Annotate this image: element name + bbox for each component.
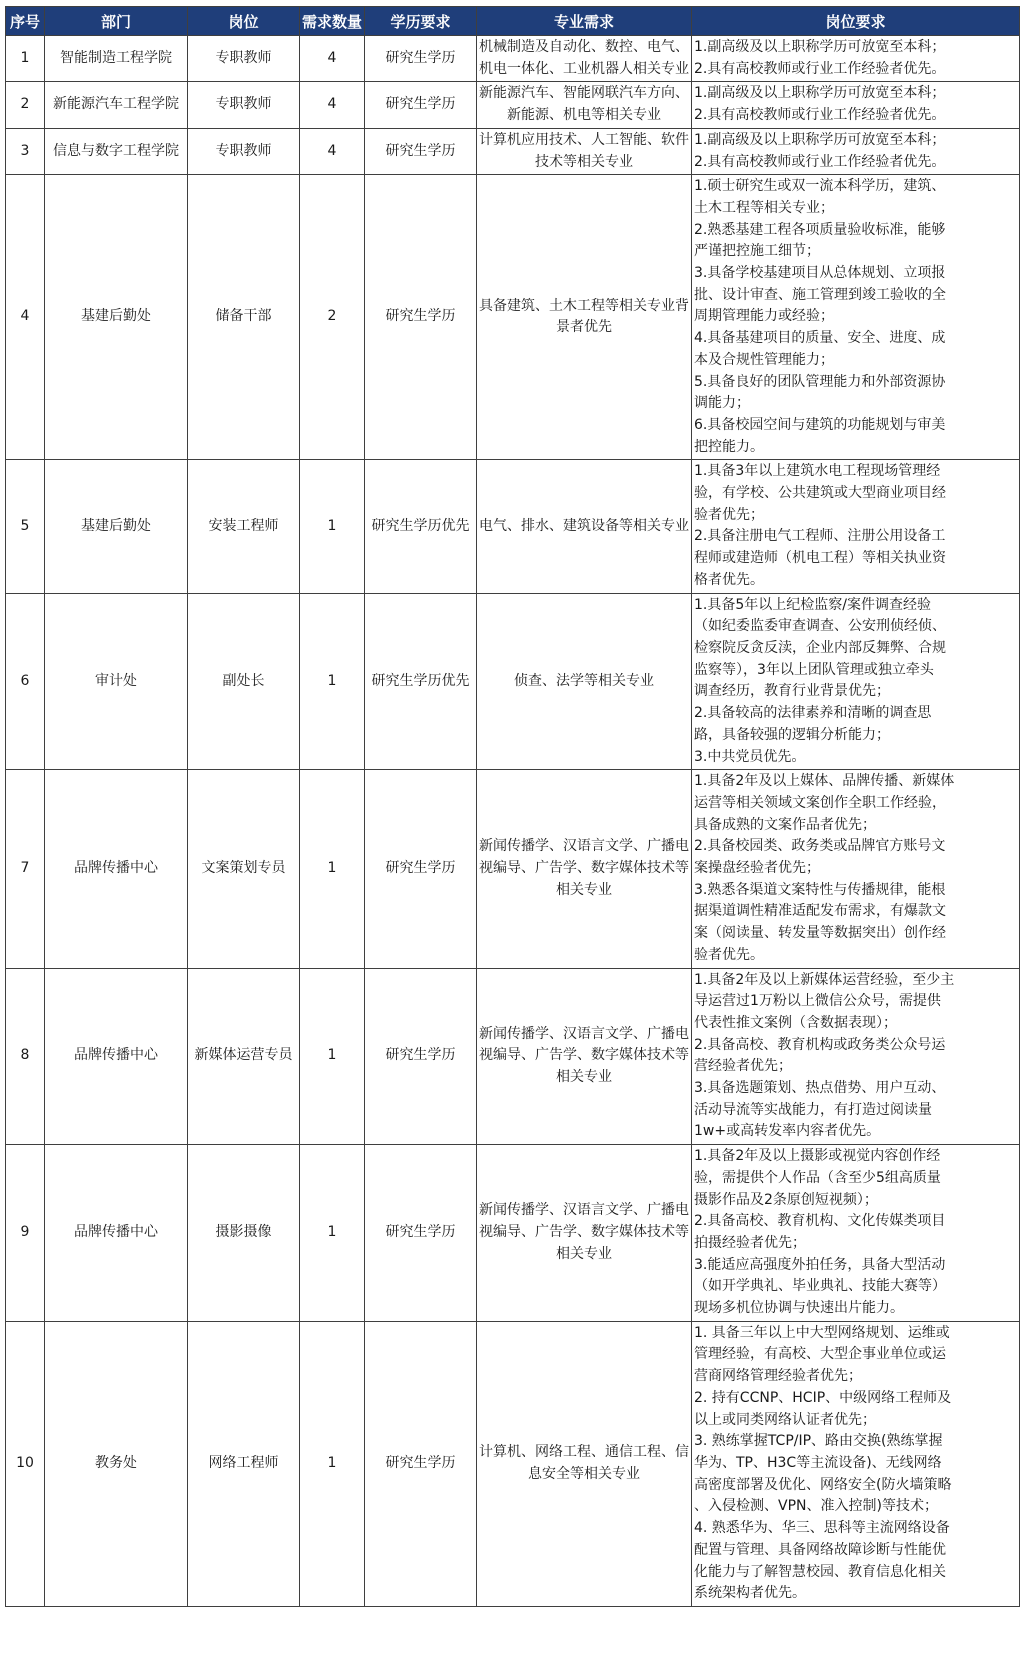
req-line: 1.具备5年以上纪检监察/案件调查经验 [694,596,931,613]
req-line: 调查经历，教育行业背景优先； [694,683,890,700]
req-line: 本及合规性管理能力； [694,351,834,368]
req-line: 化能力与了解智慧校园、教育信息化相关 [694,1563,946,1580]
req-line: 活动导流等实战能力，有打造过阅读量 [694,1101,932,1118]
col-header-count: 需求数量 [300,7,365,36]
cell-spec [477,175,692,460]
req-line: 高密度部署及优化、网络安全(防火墙策略 [694,1476,952,1493]
spec-line: 侦查、法学等相关专业 [514,672,654,689]
req-line: 代表性推文案例（含数据表现）； [694,1014,897,1031]
req-line: 4.具备基建项目的质量、安全、进度、成 [694,330,946,347]
cell-dept: 基建后勤处 [45,175,188,460]
req-line: 现场多机位协调与快速出片能力。 [694,1300,904,1317]
req-line: 把控能力。 [694,438,764,455]
req-line: 格者优先。 [694,571,764,588]
cell-count: 1 [300,968,365,1145]
table-header-row [6,7,1020,36]
req-line: 2. 持有CCNP、HCIP、中级网络工程师及 [694,1389,952,1406]
cell-req [692,968,1020,1145]
req-line: 3. 熟练掌握TCP/IP、路由交换(熟练掌握 [694,1433,943,1450]
req-line: 营经验者优先； [694,1058,792,1075]
req-line: 案操盘经验者优先； [694,860,820,877]
cell-no: 3 [6,128,45,174]
req-line: 3.具备选题策划、热点借势、用户互动、 [694,1080,946,1097]
cell-post: 摄影摄像 [188,1145,300,1322]
cell-post: 网络工程师 [188,1321,300,1606]
col-header-edu: 学历要求 [365,7,477,36]
spec-line: 新能源汽车、智能网联汽车方向、 [479,85,689,102]
cell-req [692,1321,1020,1606]
req-line: 3.中共党员优先。 [694,748,806,765]
req-line: 管理经验，有高校、大型企事业单位或运 [694,1346,946,1363]
cell-edu: 研究生学历优先 [365,593,477,770]
cell-count: 4 [300,128,365,174]
col-header-dept: 部门 [45,7,188,36]
req-line: 以上或同类网络认证者优先； [694,1411,876,1428]
cell-post: 安装工程师 [188,460,300,593]
cell-edu: 研究生学历 [365,1321,477,1606]
cell-req [692,128,1020,174]
spec-line: 电气、排水、建筑设备等相关专业 [479,517,689,534]
table-row [6,1145,1020,1322]
req-line: 导运营过1万粉以上微信公众号，需提供 [694,993,941,1010]
table-row [6,128,1020,174]
req-line: 5.具备良好的团队管理能力和外部资源协 [694,373,946,390]
recruitment-table [5,6,1020,1607]
cell-no: 10 [6,1321,45,1606]
req-line: 调能力； [694,395,750,412]
cell-count: 4 [300,82,365,128]
cell-req [692,82,1020,128]
cell-dept: 基建后勤处 [45,460,188,593]
req-line: （如纪委监委审查调查、公安刑侦经侦、 [694,618,946,635]
spec-line: 景者优先 [556,319,612,336]
table-row [6,36,1020,82]
cell-dept: 智能制造工程学院 [45,36,188,82]
req-line: 严谨把控施工细节； [694,243,820,260]
cell-post: 专职教师 [188,36,300,82]
cell-count: 4 [300,36,365,82]
req-line: 案（阅读量、转发量等数据突出）创作经 [694,925,946,942]
req-line: 3.熟悉各渠道文案特性与传播规律，能根 [694,881,946,898]
col-header-no: 序号 [6,7,45,36]
req-line: 验，有学校、公共建筑或大型商业项目经 [694,485,946,502]
req-line: 2.具备较高的法律素养和清晰的调查思 [694,705,932,722]
req-line: 2.具备注册电气工程师、注册公用设备工 [694,528,946,545]
req-line: 摄影作品及2条原创短视频）； [694,1191,878,1208]
cell-spec [477,1145,692,1322]
req-line: 路，具备较强的逻辑分析能力； [694,726,890,743]
cell-post: 专职教师 [188,128,300,174]
cell-edu: 研究生学历优先 [365,460,477,593]
req-line: 2.具备校园类、政务类或品牌官方账号文 [694,838,946,855]
req-line: 1.具备2年及以上媒体、品牌传播、新媒体 [694,773,955,790]
req-line: 2.熟悉基建工程各项质量验收标准，能够 [694,221,946,238]
cell-no: 4 [6,175,45,460]
req-line: 1.副高级及以上职称学历可放宽至本科； [694,85,946,102]
req-line: 据渠道调性精准适配发布需求，有爆款文 [694,903,946,920]
req-line: 2.具有高校教师或行业工作经验者优先。 [694,60,946,77]
cell-spec [477,593,692,770]
req-line: 1.具备2年及以上新媒体运营经验，至少主 [694,971,955,988]
cell-req [692,770,1020,968]
req-line: 1.具备2年及以上摄影或视觉内容创作经 [694,1148,941,1165]
req-line: 检察院反贪反渎，企业内部反舞弊、合规 [694,639,946,656]
req-line: 验，需提供个人作品（含至少5组高质量 [694,1169,941,1186]
spec-line: 技术等相关专业 [535,153,633,170]
table-row [6,460,1020,593]
cell-spec [477,36,692,82]
cell-count: 1 [300,593,365,770]
req-line: 1.具备3年以上建筑水电工程现场管理经 [694,463,941,480]
table-row [6,175,1020,460]
cell-req [692,1145,1020,1322]
req-line: 监察等），3年以上团队管理或独立牵头 [694,661,934,678]
req-line: 2.具有高校教师或行业工作经验者优先。 [694,153,946,170]
req-line: 6.具备校园空间与建筑的功能规划与审美 [694,416,946,433]
cell-count: 1 [300,1321,365,1606]
req-line: 周期管理能力或经验； [694,308,834,325]
req-line: 华为、TP、H3C等主流设备)、无线网络 [694,1455,942,1471]
cell-dept: 教务处 [45,1321,188,1606]
req-line: 、入侵检测、VPN、准入控制)等技术； [694,1498,938,1515]
spec-line: 相关专业 [556,1069,612,1086]
col-header-req: 岗位要求 [692,7,1020,36]
spec-line: 视编导、广告学、数字媒体技术等 [479,1047,689,1064]
req-line: （如开学典礼、毕业典礼、技能大赛等） [694,1278,946,1295]
cell-dept: 品牌传播中心 [45,770,188,968]
spec-line: 视编导、广告学、数字媒体技术等 [479,860,689,877]
req-line: 验者优先。 [694,946,764,963]
spec-line: 计算机应用技术、人工智能、软件 [479,131,689,148]
cell-req [692,175,1020,460]
spec-line: 新能源、机电等相关专业 [507,107,661,124]
table-row [6,82,1020,128]
spec-line: 相关专业 [556,1245,612,1262]
req-line: 1. 具备三年以上中大型网络规划、运维或 [694,1324,950,1341]
cell-spec [477,460,692,593]
cell-edu: 研究生学历 [365,128,477,174]
cell-edu: 研究生学历 [365,82,477,128]
table-row [6,968,1020,1145]
req-line: 验者优先； [694,506,764,523]
cell-spec [477,128,692,174]
col-header-post: 岗位 [188,7,300,36]
cell-edu: 研究生学历 [365,36,477,82]
spec-line: 新闻传播学、汉语言文学、广播电 [479,1025,689,1042]
req-line: 2.具备高校、教育机构、文化传媒类项目 [694,1213,946,1230]
cell-post: 专职教师 [188,82,300,128]
req-line: 配置与管理、具备网络故障诊断与性能优 [694,1541,946,1558]
col-header-spec: 专业需求 [477,7,692,36]
cell-dept: 品牌传播中心 [45,968,188,1145]
cell-spec [477,82,692,128]
cell-spec [477,1321,692,1606]
req-line: 1w+或高转发率内容者优先。 [694,1123,881,1140]
cell-post: 文案策划专员 [188,770,300,968]
cell-dept: 新能源汽车工程学院 [45,82,188,128]
cell-spec [477,770,692,968]
cell-post: 副处长 [188,593,300,770]
cell-edu: 研究生学历 [365,1145,477,1322]
cell-no: 1 [6,36,45,82]
req-line: 批、设计审查、施工管理到竣工验收的全 [694,286,946,303]
req-line: 程师或建造师（机电工程）等相关执业资 [694,550,946,567]
spec-line: 息安全等相关专业 [528,1465,640,1482]
cell-edu: 研究生学历 [365,175,477,460]
cell-count: 1 [300,1145,365,1322]
table-row [6,770,1020,968]
cell-count: 1 [300,770,365,968]
cell-post: 新媒体运营专员 [188,968,300,1145]
cell-edu: 研究生学历 [365,770,477,968]
cell-no: 2 [6,82,45,128]
cell-no: 8 [6,968,45,1145]
cell-no: 7 [6,770,45,968]
req-line: 3.能适应高强度外拍任务，具备大型活动 [694,1256,946,1273]
spec-line: 机电一体化、工业机器人相关专业 [479,60,689,77]
spec-line: 新闻传播学、汉语言文学、广播电 [479,838,689,855]
req-line: 系统架构者优先。 [694,1585,806,1602]
spec-line: 计算机、网络工程、通信工程、信 [479,1444,689,1461]
cell-req [692,36,1020,82]
cell-count: 2 [300,175,365,460]
spec-line: 视编导、广告学、数字媒体技术等 [479,1224,689,1241]
req-line: 2.具备高校、教育机构或政务类公众号运 [694,1036,946,1053]
req-line: 1.副高级及以上职称学历可放宽至本科； [694,131,946,148]
req-line: 3.具备学校基建项目从总体规划、立项报 [694,265,946,282]
req-line: 2.具有高校教师或行业工作经验者优先。 [694,107,946,124]
spec-line: 相关专业 [556,881,612,898]
req-line: 营商网络管理经验者优先； [694,1368,862,1385]
cell-count: 1 [300,460,365,593]
cell-spec [477,968,692,1145]
req-line: 运营等相关领域文案创作全职工作经验， [694,794,946,811]
cell-dept: 审计处 [45,593,188,770]
cell-req [692,460,1020,593]
spec-line: 新闻传播学、汉语言文学、广播电 [479,1202,689,1219]
req-line: 土木工程等相关专业； [694,199,834,216]
req-line: 具备成熟的文案作品者优先； [694,816,876,833]
req-line: 拍摄经验者优先； [694,1234,806,1251]
table-row [6,593,1020,770]
spec-line: 机械制造及自动化、数控、电气、 [479,39,689,55]
cell-no: 5 [6,460,45,593]
cell-post: 储备干部 [188,175,300,460]
req-line: 1.副高级及以上职称学历可放宽至本科； [694,39,946,55]
req-line: 4. 熟悉华为、华三、思科等主流网络设备 [694,1520,950,1537]
req-line: 1.硕士研究生或双一流本科学历，建筑、 [694,178,946,195]
cell-no: 9 [6,1145,45,1322]
cell-req [692,593,1020,770]
spec-line: 具备建筑、土木工程等相关专业背 [479,297,689,314]
table-row [6,1321,1020,1606]
cell-dept: 品牌传播中心 [45,1145,188,1322]
cell-no: 6 [6,593,45,770]
cell-dept: 信息与数字工程学院 [45,128,188,174]
cell-edu: 研究生学历 [365,968,477,1145]
